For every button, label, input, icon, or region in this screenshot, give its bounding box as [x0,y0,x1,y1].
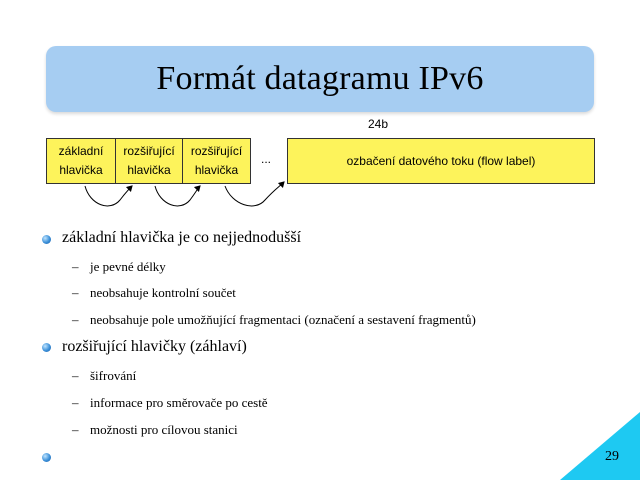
sub-bullet-text: možnosti pro cílovou stanici [90,422,238,437]
header-box-line2: hlavička [194,163,239,177]
bullet-text: základní hlavička je co nejjednodušší [62,229,302,246]
bullet-icon [42,235,51,244]
bullet-icon [42,453,51,462]
page-number: 29 [605,449,619,464]
sub-bullet-text: neobsahuje pole umožňující fragmentaci (označení a sestavení fragmentů) [90,312,476,327]
header-box-line1: rozšiřující [190,144,243,158]
sub-bullet-text: je pevné délky [90,259,166,274]
sub-bullet-text: neobsahuje kontrolní součet [90,285,236,300]
dash-icon: – [72,312,79,327]
corner-decoration [560,412,640,480]
dash-icon: – [72,395,79,410]
dash-icon: – [72,285,79,300]
chain-arrow-2 [155,186,200,206]
bullet-icon [42,343,51,352]
header-box-line2: hlavička [127,163,171,177]
dash-icon: – [72,259,79,274]
header-box-line1: rozšiřující [123,144,175,158]
dash-icon: – [72,422,79,437]
chain-arrow-3 [225,182,284,206]
chain-arrow-1 [85,186,132,206]
bullet-text: rozšiřující hlavičky (záhlaví) [62,338,247,355]
header-box-line1: základní [58,144,104,158]
header-box-line2: hlavička [59,163,103,177]
sub-bullet-text: informace pro směrovače po cestě [90,395,268,410]
slide-title: Formát datagramu IPv6 [156,60,484,97]
bit-width-label: 24b [368,117,389,131]
ellipsis: ... [261,152,272,166]
flow-label-text: ozbačení datového toku (flow label) [346,154,536,168]
sub-bullet-text: šifrování [90,368,137,383]
dash-icon: – [72,368,79,383]
